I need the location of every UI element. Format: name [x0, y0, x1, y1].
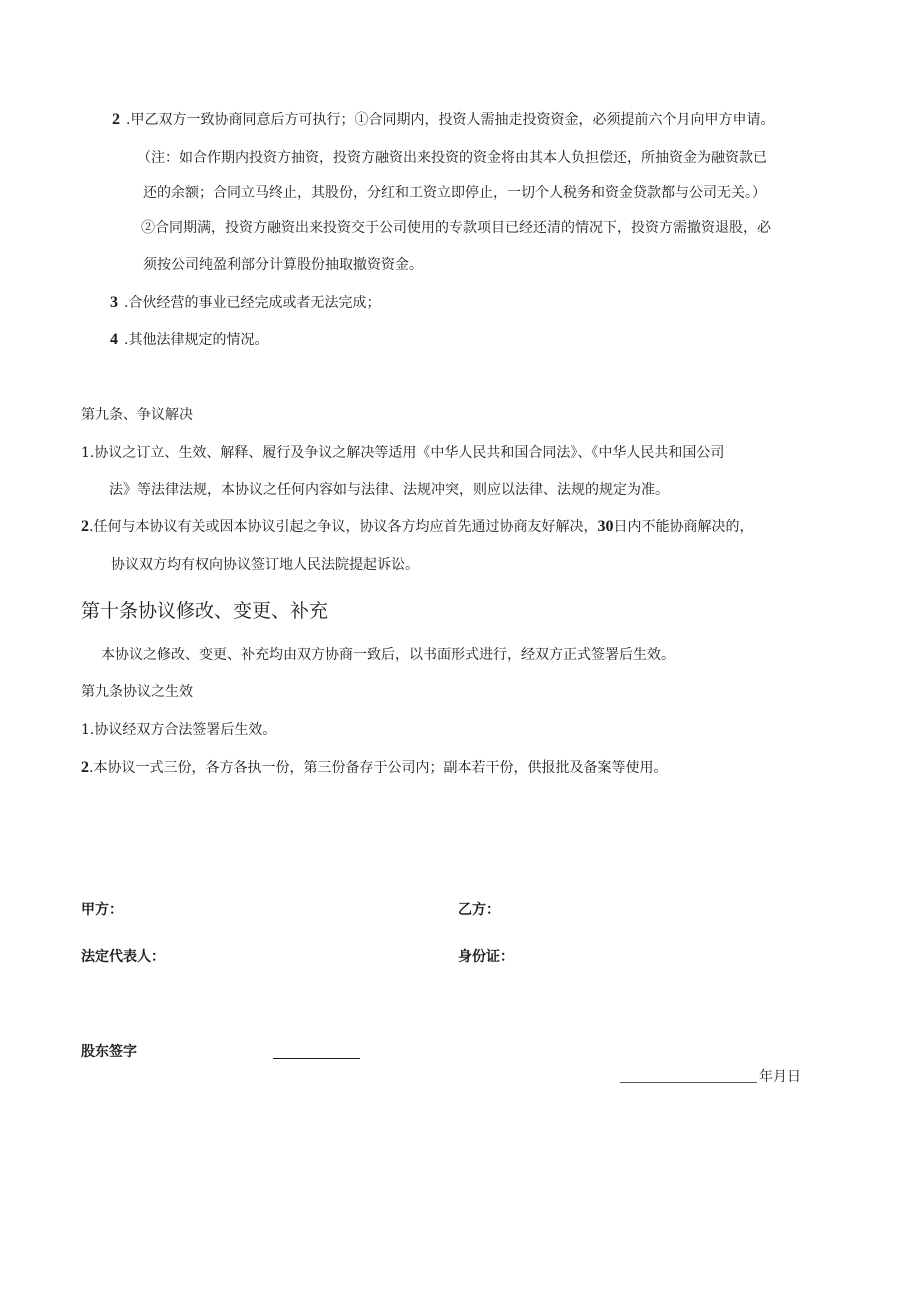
clause10-title: 第十条协议修改、变更、补充 [81, 600, 329, 622]
clause8-item4 [110, 330, 268, 350]
clause8-item2-line1 [112, 110, 774, 130]
party-b-label: 乙方： [458, 902, 500, 918]
clause8-item2-note-line1: （注：如合作期内投资方抽资，投资方融资出来投资的资金将由其本人负担偿还，所抽资金为融资款已 [137, 150, 767, 166]
item-text-a: .任何与本协议有关或因本协议引起之争议，协议各方均应首先通过协商友好解决， [89, 519, 598, 535]
clause9-item1-line2: 法》等法律法规，本协议之任何内容如与法律、法规冲突，则应以法律、法规的规定为准。 [109, 482, 669, 498]
clause8-item2-sub-line2: 须按公司纯盈利部分计算股份抽取撤资资金。 [143, 257, 423, 273]
effect-item2 [81, 758, 667, 778]
effect-item1: 1.协议经双方合法签署后生效。 [81, 722, 277, 738]
clause9-title: 第九条、争议解决 [81, 407, 193, 423]
clause8-item3 [110, 293, 380, 313]
effect-title: 第九条协议之生效 [81, 684, 193, 700]
shareholder-sign-line [273, 1058, 360, 1059]
party-a-label: 甲方： [81, 902, 123, 918]
clause9-item2-line1 [81, 517, 753, 537]
clause8-item2-sub-line1: ②合同期满，投资方融资出来投资交于公司使用的专款项目已经还清的情况下，投资方需撤资退股，必 [141, 220, 771, 236]
date-label: 年月日 [759, 1069, 801, 1085]
item-text: .合伙经营的事业已经完成或者无法完成； [124, 295, 381, 311]
item-number: 2 [112, 111, 120, 128]
item-number: 2 [81, 759, 89, 776]
date-sign-line [620, 1082, 757, 1083]
item-text: .其他法律规定的情况。 [124, 332, 269, 348]
shareholder-sign-label: 股东签字 [81, 1044, 137, 1060]
clause10-body: 本协议之修改、变更、补充均由双方协商一致后，以书面形式进行，经双方正式签署后生效。 [101, 647, 675, 663]
clause9-item2-line2: 协议双方均有权向协议签订地人民法院提起诉讼。 [111, 557, 419, 573]
item-text: .甲乙双方一致协商同意后方可执行；①合同期内，投资人需抽走投资资金，必须提前六个月向甲方申请。 [126, 112, 775, 128]
item-text-b: 日内不能协商解决的， [613, 519, 754, 535]
item-text: .本协议一式三份，各方各执一份，第三份备存于公司内；副本若干份，供报批及备案等使用。 [89, 760, 668, 776]
id-card-label: 身份证： [458, 949, 514, 965]
item-number: 2 [81, 518, 89, 535]
clause8-item2-note-line2: 还的余额；合同立马终止，其股份，分红和工资立即停止，一切个人税务和资金贷款都与公司无关。） [143, 185, 766, 201]
clause9-item1-line1: 1.协议之订立、生效、解释、履行及争议之解决等适用《中华人民共和国合同法》、《中华人民共和国公司 [81, 445, 725, 461]
legal-rep-label: 法定代表人： [81, 949, 165, 965]
days-number: 30 [597, 518, 614, 535]
item-number: 4 [110, 331, 118, 348]
item-number: 3 [110, 294, 118, 311]
